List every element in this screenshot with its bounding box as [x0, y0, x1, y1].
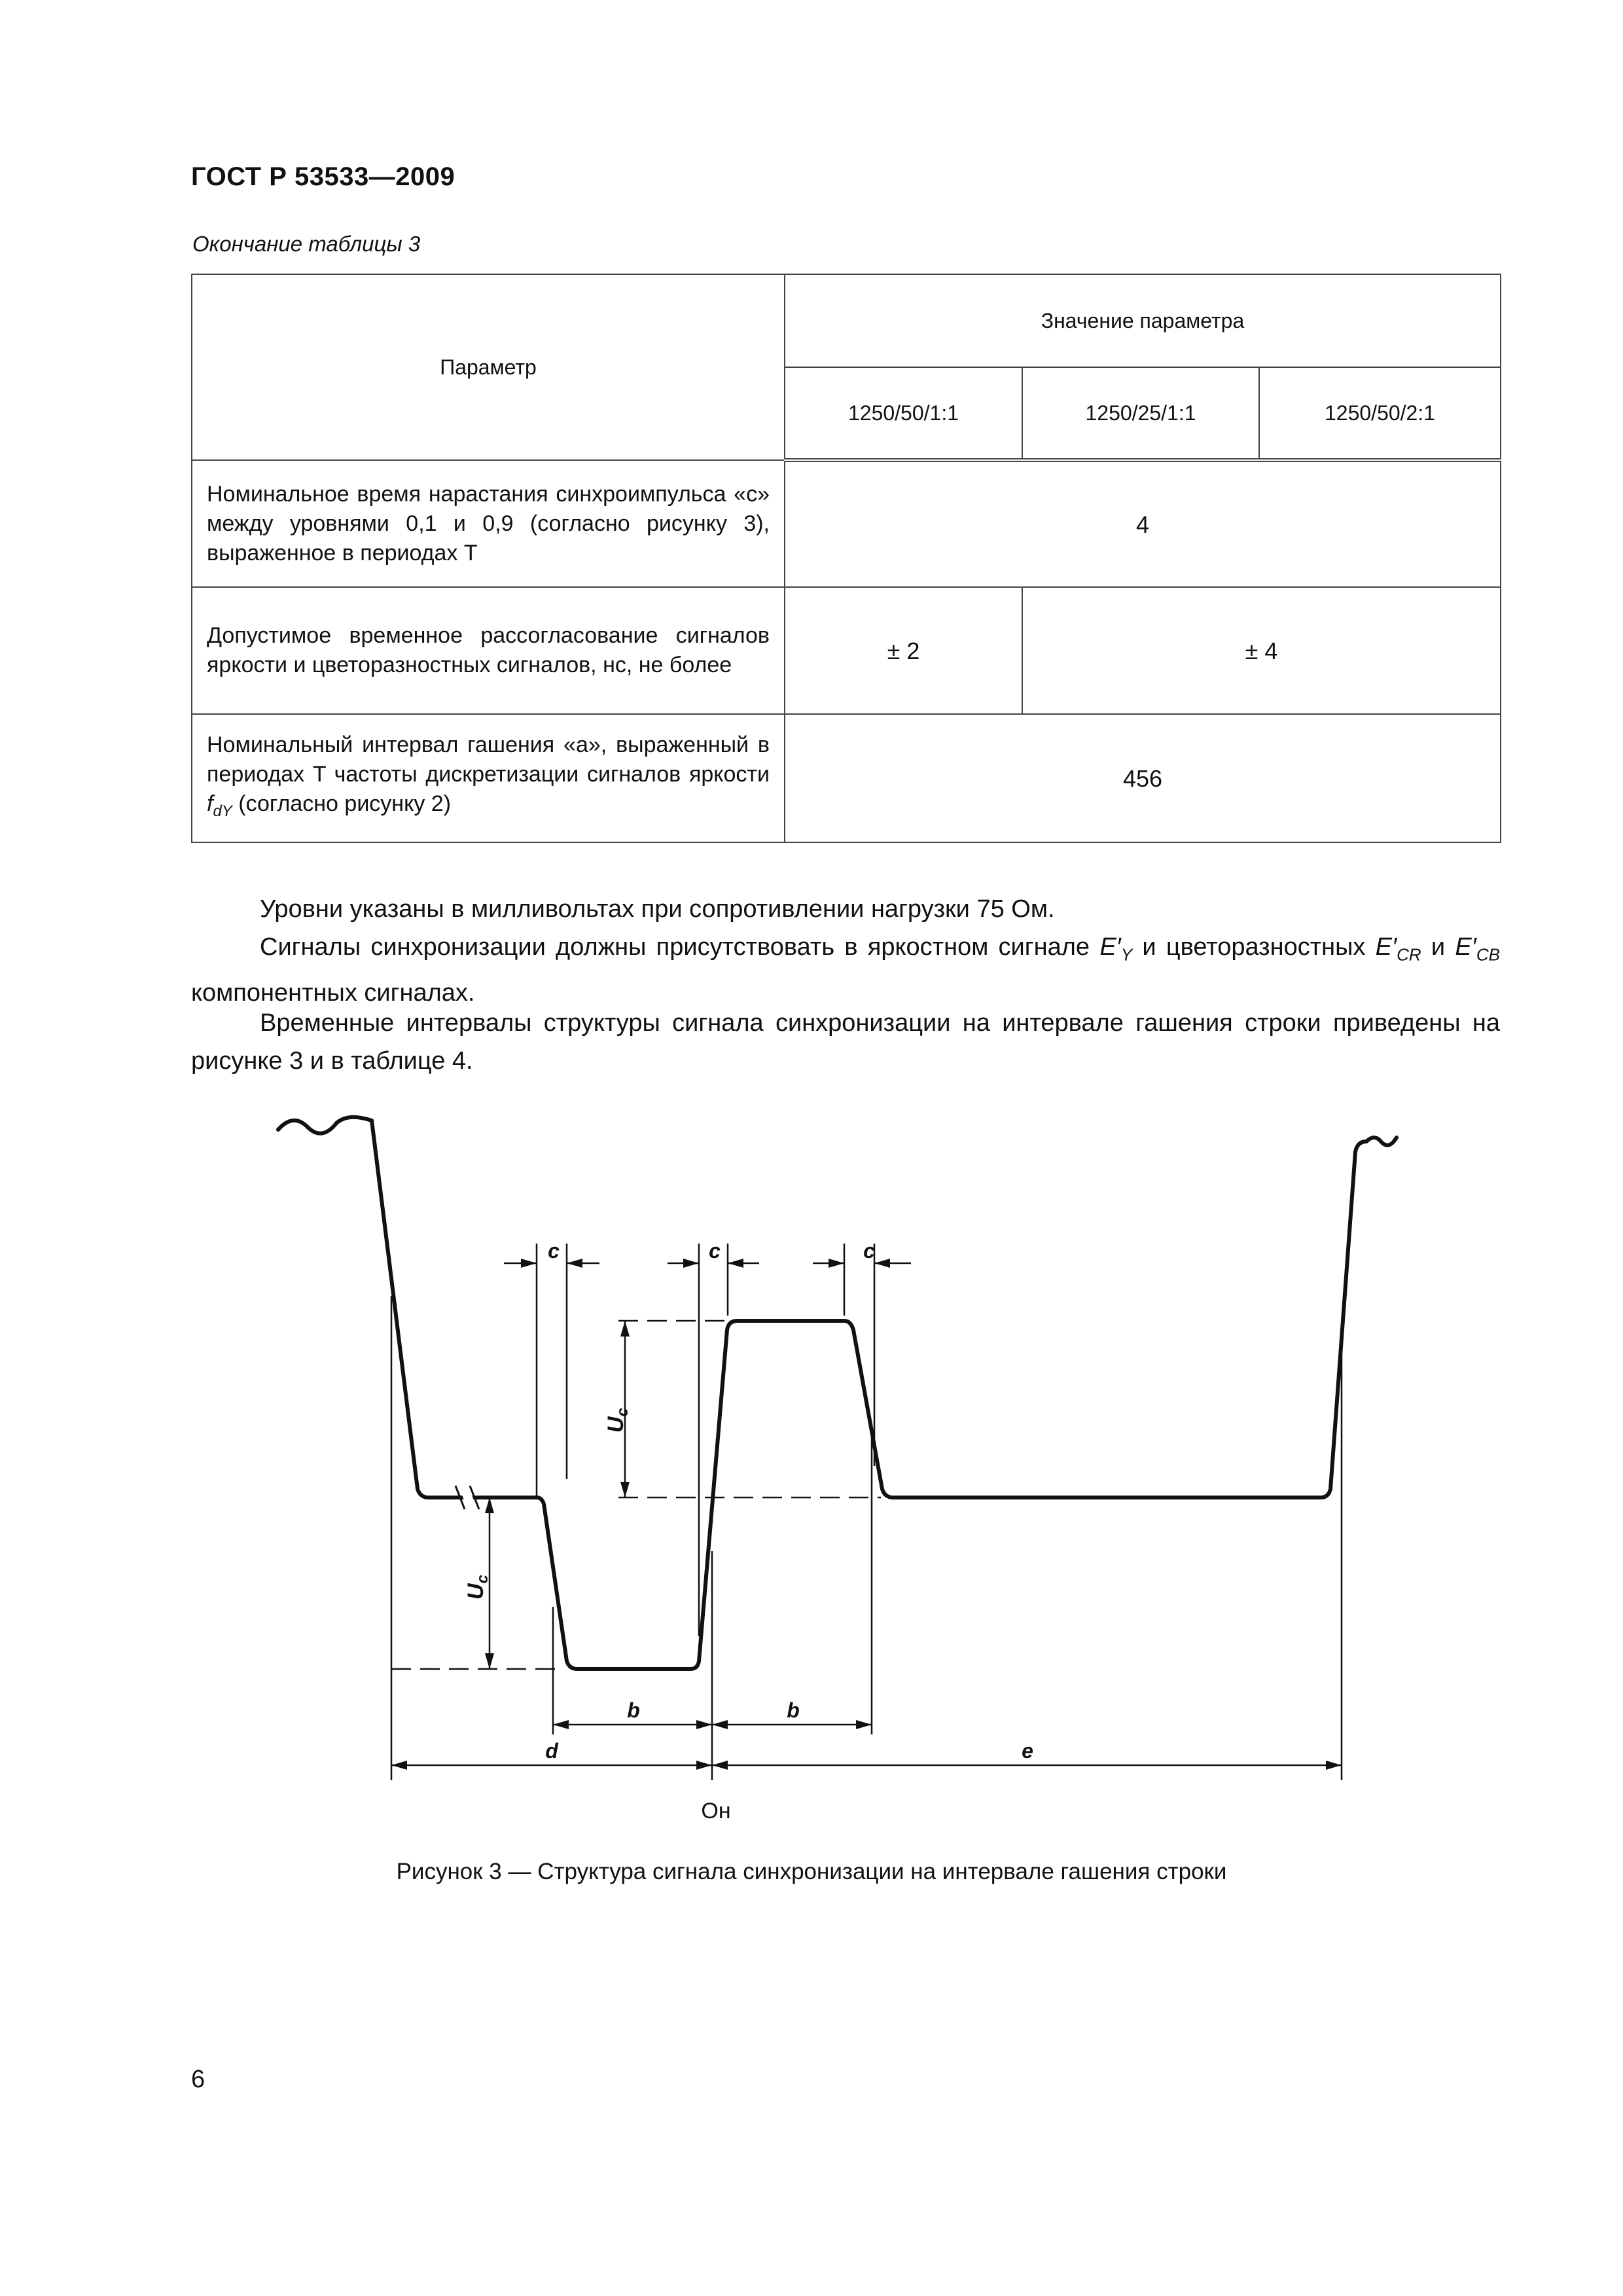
paragraph-sync-signals: Сигналы синхронизации должны присутствовать в яркостном сигнале $E'_Y$ и цветоразностных $E'_{CR}$ и $E'_{CB}$ компонентных сигналах.: [191, 933, 1501, 1007]
label-b-1: b: [627, 1698, 640, 1722]
table-row-value: ± 2: [785, 587, 1022, 714]
label-on: Он: [701, 1799, 731, 1823]
table-caption: Окончание таблицы 3: [192, 232, 421, 256]
label-c-1: c: [548, 1239, 560, 1263]
paragraph-levels: Уровни указаны в милливольтах при сопротивлении нагрузки 75 Ом.: [260, 895, 1055, 923]
label-e: e: [1022, 1739, 1033, 1763]
table-header-format-1: 1250/50/1:1: [785, 367, 1022, 460]
label-c-2: c: [709, 1239, 721, 1263]
page-number: 6: [191, 2066, 205, 2093]
table-header-format-3: 1250/50/2:1: [1259, 367, 1501, 460]
signal-waveform: [372, 1121, 1366, 1669]
table-header-format-2: 1250/25/1:1: [1022, 367, 1259, 460]
table-row-param: Допустимое временное рассогласование сигналов яркости и цветоразностных сигналов, нс, не более: [192, 587, 785, 714]
label-uc-bottom: $U_c$: [463, 1575, 491, 1600]
table-row-param: Номинальное время нарастания синхроимпульса «с» между уровнями 0,1 и 0,9 (согласно рисунку 3), выраженное в периодах Т: [192, 460, 785, 587]
table-row-param: Номинальный интервал гашения «a», выраженный в периодах T частоты дискретизации сигналов яркости $f_{dY}$ (согласно рисунку 2): [192, 714, 785, 842]
figure-caption: Рисунок 3 — Структура сигнала синхронизации на интервале гашения строки: [396, 1859, 1227, 1884]
label-d: d: [545, 1739, 558, 1763]
table-header-value: Значение параметра: [785, 274, 1501, 367]
table-row-value: 4: [785, 460, 1501, 587]
table-header-parameter: Параметр: [192, 274, 785, 460]
table-row-value: ± 4: [1022, 587, 1501, 714]
label-c-3: c: [863, 1239, 875, 1263]
document-header: ГОСТ Р 53533—2009: [191, 162, 455, 191]
paragraph-time-intervals: Временные интервалы структуры сигнала синхронизации на интервале гашения строки приведены на рисунке 3 и в таблице 4.: [191, 1009, 1500, 1075]
label-uc-top: $U_c$: [603, 1408, 632, 1433]
table-row-value: 456: [785, 714, 1501, 842]
label-b-2: b: [787, 1698, 800, 1722]
